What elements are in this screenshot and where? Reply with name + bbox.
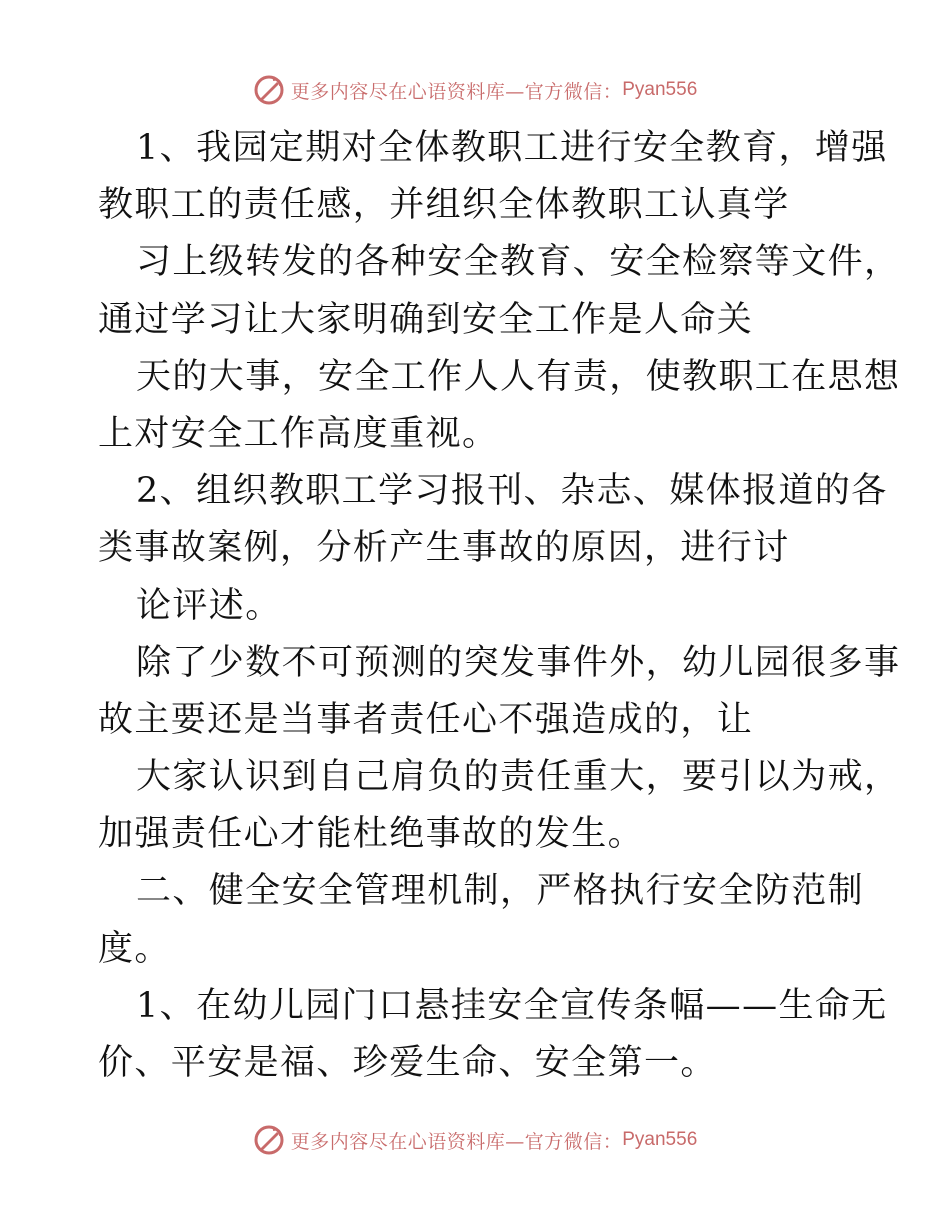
text-line: 除了少数不可预测的突发事件外，幼儿园很多事 — [136, 642, 901, 683]
text-line: 故主要还是当事者责任心不强造成的，让 — [98, 699, 754, 740]
banner-wechat-id: Pyan556 — [622, 1129, 698, 1150]
text-line: 二、健全安全管理机制，严格执行安全防范制 — [136, 871, 865, 912]
banner-text: 更多内容尽在心语资料库—官方微信： — [290, 1130, 623, 1153]
feather-logo-icon — [253, 1124, 285, 1156]
text-line: 类事故案例，分析产生事故的原因，进行讨 — [98, 528, 790, 569]
header-banner — [0, 70, 950, 110]
feather-logo-icon — [253, 74, 285, 106]
text-line: 度。 — [98, 928, 171, 969]
footer-banner — [0, 1120, 950, 1160]
text-line: 1、在幼儿园门口悬挂安全宣传条幅——生命无 — [136, 985, 888, 1026]
text-line: 大家认识到自己肩负的责任重大，要引以为戒， — [136, 757, 901, 798]
text-line: 习上级转发的各种安全教育、安全检察等文件， — [136, 242, 901, 283]
text-line: 天的大事，安全工作人人有责，使教职工在思想 — [136, 356, 901, 397]
banner-wechat-id: Pyan556 — [622, 79, 698, 100]
text-line: 加强责任心才能杜绝事故的发生。 — [98, 814, 645, 855]
text-line: 1、我园定期对全体教职工进行安全教育，增强 — [136, 128, 888, 168]
text-line: 2、组织教职工学习报刊、杂志、媒体报道的各 — [136, 471, 888, 512]
text-line: 教职工的责任感，并组织全体教职工认真学 — [98, 185, 790, 226]
text-line: 上对安全工作高度重视。 — [98, 413, 499, 454]
text-line: 价、平安是福、珍爱生命、安全第一。 — [98, 1043, 717, 1083]
text-line: 论评述。 — [136, 585, 282, 626]
text-line: 通过学习让大家明确到安全工作是人命关 — [98, 299, 754, 340]
document-body — [98, 120, 901, 1092]
banner-text: 更多内容尽在心语资料库—官方微信： — [290, 80, 623, 103]
